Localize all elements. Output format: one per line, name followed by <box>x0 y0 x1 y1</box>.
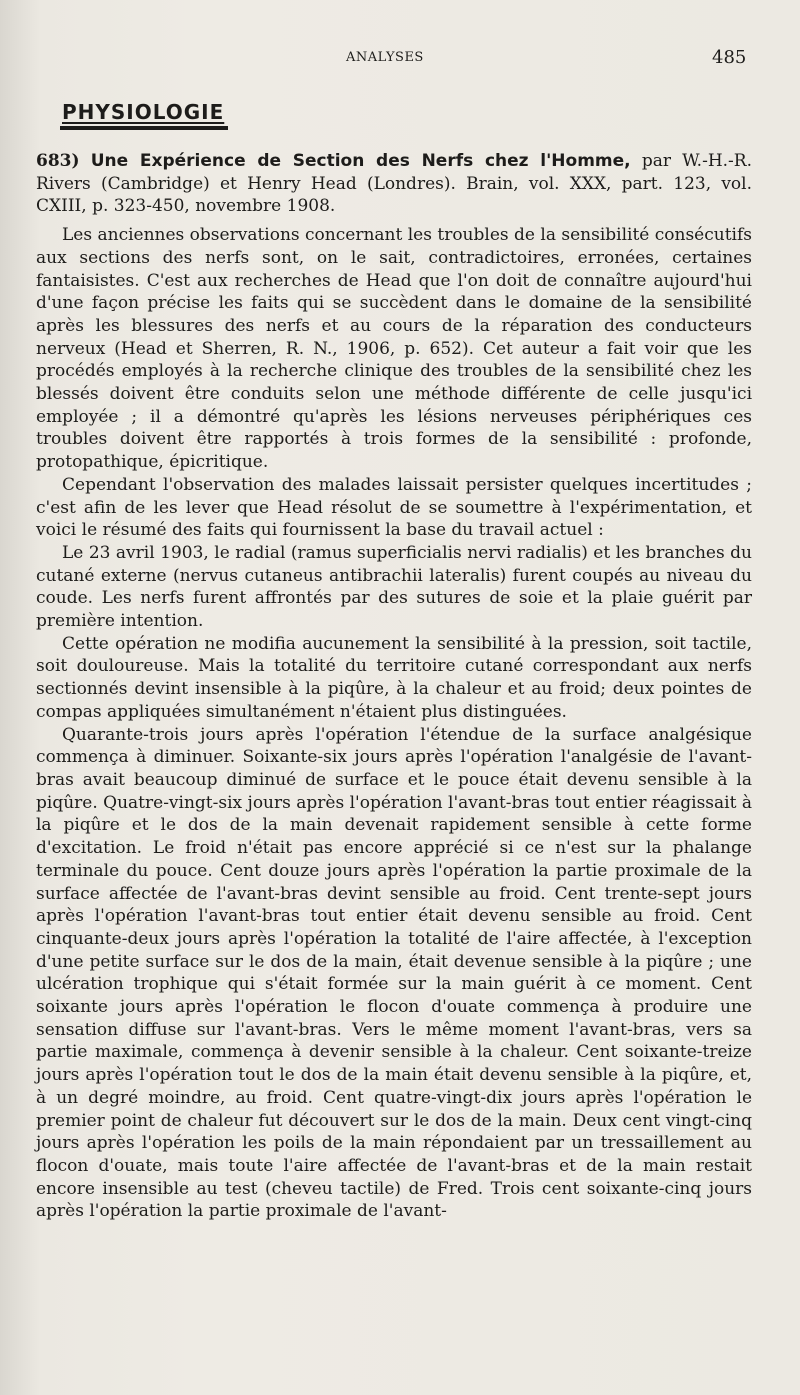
paragraph: Quarante-trois jours après l'opération l'étendue de la surface analgésique commença à diminuer. Soixante-six jours après l'opération l'analgésie de l'avant-bras avait beaucoup diminué de surface et le pouce était devenu sensible à la piqûre. Quatre-vingt-six jours après l'opération l'avant-bras tout entier réagissait à la piqûre et le dos de la main devenait rapidement sensible à cette forme d'excitation. Le froid n'était pas encore apprécié si ce n'est sur la phalange terminale du pouce. Cent douze jours après l'opération la partie proximale de la surface affectée de l'avant-bras devint sensible au froid. Cent trente-sept jours après l'opération l'avant-bras tout entier était devenu sensible au froid. Cent cinquante-deux jours après l'opération la totalité de l'aire affectée, à l'exception d'une petite surface sur le dos de la main, était devenue sensible à la piqûre ; une ulcération trophique qui s'était formée sur la main guérit à ce moment. Cent soixante jours après l'opération le flocon d'ouate commença à produire une sensation diffuse sur l'avant-bras. Vers le même moment l'avant-bras, vers sa partie maximale, commença à devenir sensible à la chaleur. Cent soixante-treize jours après l'opération tout le dos de la main était devenu sensible à la piqûre, et, à un degré moindre, au froid. Cent quatre-vingt-dix jours après l'opération le premier point de chaleur fut découvert sur le dos de la main. Deux cent vingt-cinq jours après l'opération les poils de la main répondaient par un tressaillement au flocon d'ouate, mais toute l'aire affectée de l'avant-bras et de la main restait encore insensible au test (cheveu tactile) de Fred. Trois cent soixante-cinq jours après l'opération la partie proximale de l'avant- <box>36 724 752 1222</box>
paragraph: Le 23 avril 1903, le radial (ramus superficialis nervi radialis) et les branches du cutané externe (nervus cutaneus antibrachii lateralis) furent coupés au niveau du coude. Les nerfs furent affrontés par des sutures de soie et la plaie guérit par première intention. <box>36 542 752 632</box>
citation-details: par W.-H.-R. Rivers (Cambridge) et Henry Head (Londres). Brain, vol. XXX, part. 123, vol. CXIII, p. 323-450, novembre 1908. <box>36 151 752 217</box>
citation-number: 683) <box>36 151 80 171</box>
running-head: ANALYSES <box>346 50 424 65</box>
paragraph: Cependant l'observation des malades laissait persister quelques incertitudes ; c'est afin de les lever que Head résolut de se soumettre à l'expérimentation, et voici le résumé des faits qui fournissent la base du travail actuel : <box>36 474 752 541</box>
paragraph: Les anciennes observations concernant les troubles de la sensibilité consécutifs aux sections des nerfs sont, on le sait, contradictoires, erronées, certaines fantaisistes. C'est aux recherches de Head que l'on doit de connaître aujourd'hui d'une façon précise les faits qui se succèdent dans le domaine de la sensibilité après les blessures des nerfs et au cours de la réparation des conducteurs nerveux (Head et Sherren, R. N., 1906, p. 652). Cet auteur a fait voir que les procédés employés à la recherche clinique des troubles de la sensibilité chez les blessés doivent être conduits selon une méthode différente de celle jusqu'ici employée ; il a démontré qu'après les lésions nerveuses périphériques ces troubles doivent être rapportés à trois formes de la sensibilité : profonde, protopathique, épicritique. <box>36 225 752 473</box>
page-number: 485 <box>712 47 747 68</box>
section-title: PHYSIOLOGIE <box>62 100 225 124</box>
citation <box>36 150 752 218</box>
article-title: Une Expérience de Section des Nerfs chez l'Homme, <box>90 151 631 171</box>
article-body <box>36 150 752 1223</box>
section-rule <box>60 126 228 130</box>
page-header <box>0 47 800 74</box>
paragraph: Cette opération ne modifia aucunement la sensibilité à la pression, soit tactile, soit douloureuse. Mais la totalité du territoire cutané correspondant aux nerfs sectionnés devint insensible à la piqûre, à la chaleur et au froid; deux pointes de compas appliquées simultanément n'étaient plus distinguées. <box>36 633 752 722</box>
